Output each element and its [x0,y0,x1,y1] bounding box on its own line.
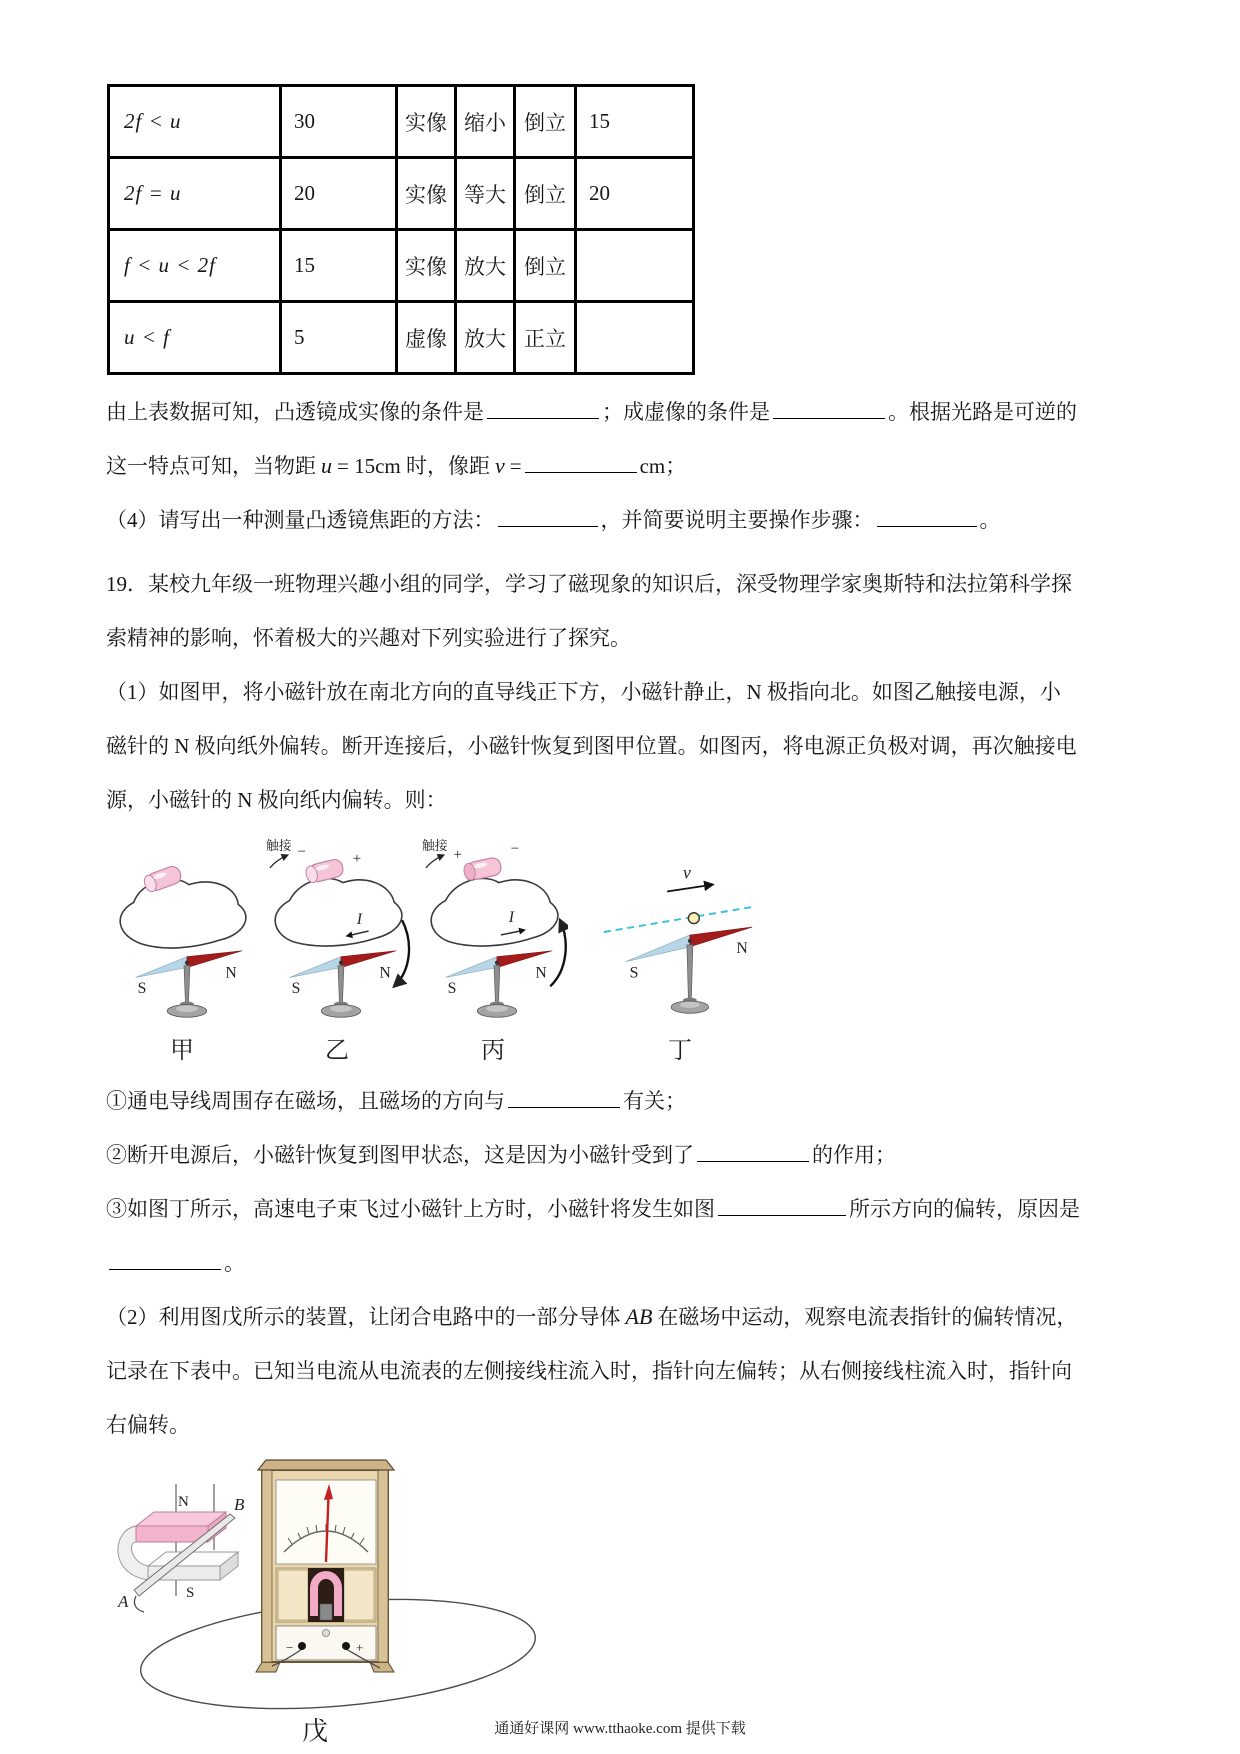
cell-condition: 2f = u [109,158,281,230]
velocity-label: v [682,862,691,883]
compass-n-label: N [225,964,237,982]
figure-label-bing: 丙 [481,1038,505,1064]
battery-minus-label: − [510,841,520,858]
compass-wire-loop-diagram [108,835,256,1033]
compass-n-label: N [535,964,547,982]
compass-n-label: N [379,964,391,982]
answer-blank [487,397,599,419]
touch-label: 触接 [421,839,448,854]
item-1-line [106,1074,1150,1128]
text-segment: 。 [979,508,1001,532]
text-segment: 。根据光路是可逆的 [888,400,1077,424]
compass-s-label: S [447,980,457,998]
text-segment: ②断开电源后，小磁针恢复到图甲状态，这是因为小磁针受到了 [106,1143,694,1167]
battery-plus-label: + [453,847,462,863]
paragraph-line [106,385,1150,439]
cell-image-nature: 实像 [397,230,456,302]
meter-right-terminal [342,1642,350,1650]
meter-glass-panel [344,1570,374,1620]
text-segment: 记录在下表中。已知当电流从电流表的左侧接线柱流入时，指针向左偏转；从右侧接线柱流入时，指针向 [106,1359,1072,1383]
question-19-part2-line [106,1290,1150,1344]
cell-image-nature: 实像 [397,158,456,230]
text-segment: ③如图丁所示，高速电子束飞过小磁针上方时，小磁针将发生如图 [106,1197,715,1221]
needle-pivot [688,939,692,943]
table-conclusion-paragraph [106,385,1150,547]
item-3-line [106,1182,1150,1236]
cell-image-distance: 20 [576,158,694,230]
cell-object-distance: 20 [281,158,397,230]
text-segment: 。 [224,1251,245,1275]
item-2-line [106,1128,1150,1182]
text-segment: = 15cm 时，像距 [337,454,490,478]
cell-condition: 2f < u [109,86,281,158]
galvanometer-magnet-diagram [106,1456,586,1752]
compass-needle-south [290,957,341,978]
compass-s-label: S [291,980,301,998]
cell-image-nature: 实像 [397,86,456,158]
question-19-part2-line [106,1398,1150,1452]
compass-needle-south [136,957,187,978]
figure-label-ding: 丁 [668,1038,692,1064]
cell-image-size: 等大 [456,158,515,230]
table-row [109,158,694,230]
compass-stand [184,966,190,1003]
deflection-arrow-up [550,920,566,986]
touch-label: 触接 [265,839,292,854]
cell-image-orientation: 倒立 [515,86,576,158]
meter-glass-panel [278,1570,308,1620]
text-segment: （2）利用图戊所示的装置，让闭合电路中的一部分导体 [106,1305,621,1329]
question-4-line [106,493,1150,547]
text-segment: = [509,454,522,478]
text-segment: 源，小磁针的 N 极向纸内偏转。则： [106,788,447,812]
table-row [109,86,694,158]
answer-blank [508,1086,620,1108]
question-19-part2-line [106,1344,1150,1398]
math-symbol-ab: AB [625,1304,653,1329]
answer-blank [773,397,885,419]
figure-wu [106,1456,1150,1754]
meter-core [320,1604,332,1620]
compass-current-diagram [262,835,412,1033]
compass-needle-south [626,935,690,962]
cell-image-orientation: 倒立 [515,158,576,230]
electron-beam-compass-diagram [596,835,764,1033]
meter-minus-label: − [286,1640,294,1655]
stand-base-top [330,1005,352,1012]
question-19-line [106,557,1150,611]
current-direction-arrow [347,931,369,936]
compass-s-label: S [137,980,147,998]
cell-object-distance: 5 [281,302,397,374]
battery-minus-label: − [297,844,306,861]
magnet-s-label: S [186,1585,195,1601]
figure-ding [596,835,764,1064]
text-segment: ①通电导线周围存在磁场，且磁场的方向与 [106,1089,505,1113]
wire-stub-a [134,1596,144,1612]
magnet-n-label: N [178,1494,189,1510]
compass-n-label: N [736,939,748,957]
text-segment: 所示方向的偏转，原因是 [849,1197,1080,1221]
cell-image-distance [576,230,694,302]
text-segment: 右偏转。 [106,1413,190,1437]
paragraph-line [106,439,1150,493]
stand-base-top [680,1002,700,1008]
cell-object-distance: 30 [281,86,397,158]
stand-base-top [176,1005,198,1012]
answer-blank [877,505,977,527]
compass-stand [338,966,344,1004]
compass-reversed-current-diagram [418,835,568,1033]
cell-image-orientation: 正立 [515,302,576,374]
compass-stand [687,945,693,999]
figure-label-wu: 戊 [302,1717,329,1746]
meter-screw [323,1630,330,1637]
text-segment: ，并简要说明主要操作步骤： [600,508,874,532]
cell-object-distance: 15 [281,230,397,302]
answer-blank [498,505,598,527]
cell-condition: u < f [109,302,281,374]
needle-pivot [339,961,343,965]
text-segment: 这一特点可知，当物距 [106,454,316,478]
answer-blank [718,1194,846,1216]
meter-pillar [262,1470,272,1662]
cell-image-size: 放大 [456,230,515,302]
table-row [109,230,694,302]
cell-image-distance: 15 [576,86,694,158]
meter-foot [370,1662,394,1672]
question-19-items [106,1074,1150,1452]
compass-needle-south [446,957,497,978]
current-label: I [356,911,363,929]
compass-stand [494,966,500,1004]
wire-loop [120,879,246,948]
rod-b-label: B [234,1495,245,1514]
text-segment: 在磁场中运动，观察电流表指针的偏转情况， [657,1305,1078,1329]
math-symbol-v: v [495,453,505,478]
cell-image-nature: 虚像 [397,302,456,374]
text-segment: 19．某校九年级一班物理兴趣小组的同学，学习了磁现象的知识后，深受物理学家奥斯特和法拉第科学探 [106,572,1072,596]
electron-dot [688,913,699,924]
velocity-arrow [667,885,712,892]
text-segment: 磁针的 N 极向纸外偏转。断开连接后，小磁针恢复到图甲位置。如图丙，将电源正负极对调，再次触接电 [106,734,1077,758]
item-3-continuation-line [106,1236,1150,1290]
touch-arrow-icon [426,855,444,868]
compass-experiment-figures [108,835,1150,1064]
text-segment: （1）如图甲，将小磁针放在南北方向的直导线正下方，小磁针静止，N 极指向北。如图乙触接电源，小 [106,680,1061,704]
text-segment: 索精神的影响，怀着极大的兴趣对下列实验进行了探究。 [106,626,631,650]
text-segment: 有关； [623,1089,686,1113]
question-19-part1-line [106,665,1150,719]
battery-plus-label: + [352,850,362,867]
answer-blank [109,1248,221,1270]
wire-loop [275,878,402,946]
cell-image-distance [576,302,694,374]
page-footer: 通通好课网 www.tthaoke.com 提供下载 [494,1721,746,1737]
text-segment: （4）请写出一种测量凸透镜焦距的方法： [106,508,495,532]
battery-icon [462,856,502,881]
question-19 [106,557,1150,827]
meter-top-lid [258,1460,394,1470]
table-row [109,302,694,374]
needle-pivot [185,961,189,965]
deflection-arrow-down [394,920,409,986]
rod-a-label: A [118,1592,129,1611]
answer-blank [525,451,637,473]
text-segment: cm； [639,454,687,478]
figure-jia [108,835,256,1064]
figure-yi [262,835,412,1064]
math-symbol-u: u [321,453,332,478]
electron-path-dashed-line [604,906,756,932]
text-segment: ；成虚像的条件是 [602,400,770,424]
meter-left-terminal [298,1642,306,1650]
touch-arrow-icon [270,855,288,868]
figure-label-yi: 乙 [325,1038,349,1064]
question-19-line [106,611,1150,665]
figure-bing [418,835,568,1064]
current-label: I [508,909,515,927]
meter-pillar [378,1470,388,1662]
text-segment: 由上表数据可知，凸透镜成实像的条件是 [106,400,484,424]
text-segment: 的作用； [812,1143,896,1167]
figure-label-jia: 甲 [170,1038,194,1064]
battery-icon [142,864,183,893]
cell-image-size: 放大 [456,302,515,374]
meter-plus-label: + [356,1640,364,1655]
question-19-part1-line [106,719,1150,773]
cell-condition: f < u < 2f [109,230,281,302]
cell-image-size: 缩小 [456,86,515,158]
cell-image-orientation: 倒立 [515,230,576,302]
lens-imaging-table [107,84,695,375]
current-direction-arrow [501,930,525,935]
stand-base-top [486,1005,508,1012]
answer-blank [697,1140,809,1162]
compass-s-label: S [629,964,639,982]
needle-pivot [495,961,499,965]
question-19-part1-line [106,773,1150,827]
wire-loop [431,878,558,946]
